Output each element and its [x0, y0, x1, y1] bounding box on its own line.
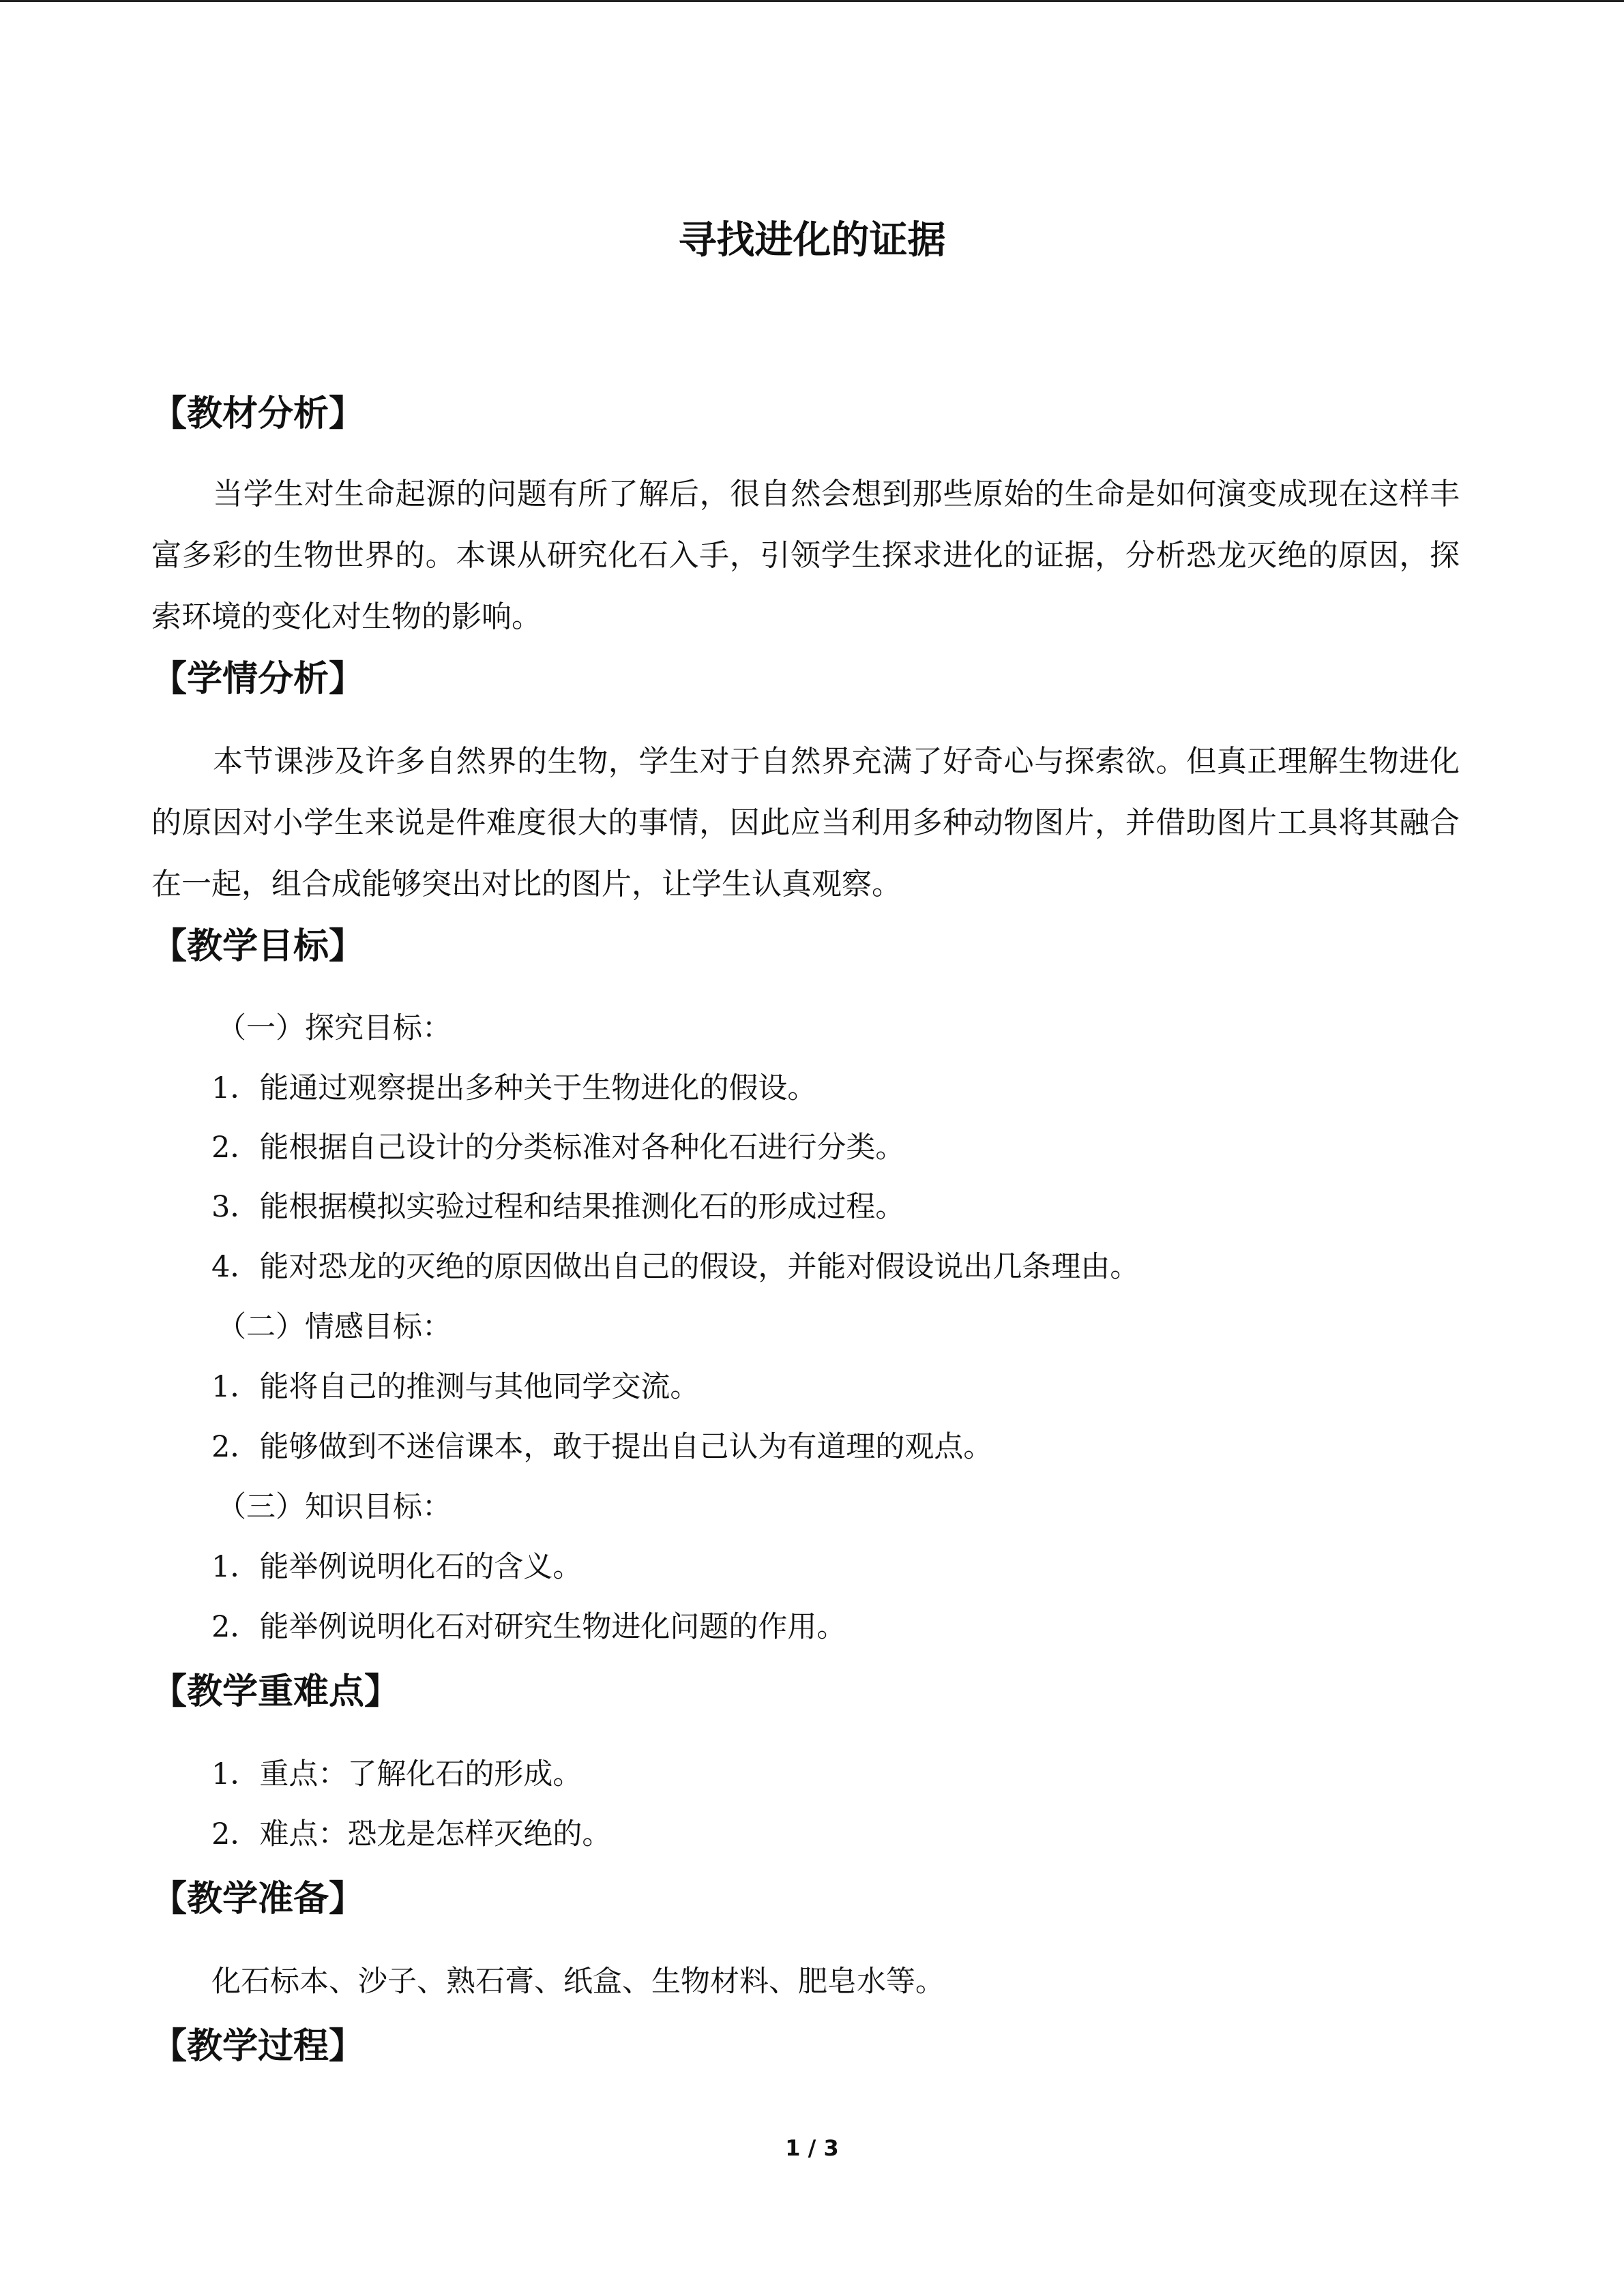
list-item-emotion-2: 2．能够做到不迷信课本，敢于提出自己认为有道理的观点。	[211, 1430, 993, 1464]
paragraph-preparation: 化石标本、沙子、熟石膏、纸盒、生物材料、肥皂水等。	[211, 1965, 945, 1999]
heading-teaching-goals: 【教学目标】	[151, 926, 365, 967]
list-item-key-point: 1．重点：了解化石的形成。	[211, 1757, 582, 1791]
heading-teaching-process: 【教学过程】	[151, 2026, 365, 2067]
list-item-inquiry-1: 1．能通过观察提出多种关于生物进化的假设。	[211, 1071, 817, 1105]
page-number: 1 / 3	[785, 2135, 839, 2161]
list-item-emotion-1: 1．能将自己的推测与其他同学交流。	[211, 1370, 700, 1404]
heading-key-points: 【教学重难点】	[151, 1671, 400, 1712]
list-item-inquiry-4: 4．能对恐龙的灭绝的原因做出自己的假设，并能对假设说出几条理由。	[211, 1250, 1140, 1284]
list-item-difficult-point: 2．难点：恐龙是怎样灭绝的。	[211, 1817, 612, 1851]
heading-material-analysis: 【教材分析】	[151, 393, 365, 434]
subheading-knowledge-goals: （三）知识目标：	[217, 1490, 452, 1524]
paragraph-material-analysis: 当学生对生命起源的问题有所了解后，很自然会想到那些原始的生命是如何演变成现在这样丰富多彩的生物世界的。本课从研究化石入手，引领学生探求进化的证据，分析恐龙灭绝的原因，探索环境的变化对生物的影响。	[151, 477, 1460, 634]
list-item-inquiry-2: 2．能根据自己设计的分类标准对各种化石进行分类。	[211, 1131, 905, 1165]
document-title: 寻找进化的证据	[678, 218, 946, 263]
list-item-knowledge-1: 1．能举例说明化石的含义。	[211, 1550, 582, 1584]
list-item-inquiry-3: 3．能根据模拟实验过程和结果推测化石的形成过程。	[211, 1190, 905, 1224]
heading-preparation: 【教学准备】	[151, 1879, 365, 1920]
subheading-inquiry-goals: （一）探究目标：	[217, 1011, 452, 1045]
paragraph-learner-analysis: 本节课涉及许多自然界的生物，学生对于自然界充满了好奇心与探索欲。但真正理解生物进化的原因对小学生来说是件难度很大的事情，因此应当利用多种动物图片，并借助图片工具将其融合在一起，组合成能够突出对比的图片，让学生认真观察。	[151, 744, 1460, 901]
list-item-knowledge-2: 2．能举例说明化石对研究生物进化问题的作用。	[211, 1610, 846, 1644]
subheading-emotion-goals: （二）情感目标：	[217, 1310, 452, 1344]
heading-learner-analysis: 【学情分析】	[151, 659, 365, 700]
